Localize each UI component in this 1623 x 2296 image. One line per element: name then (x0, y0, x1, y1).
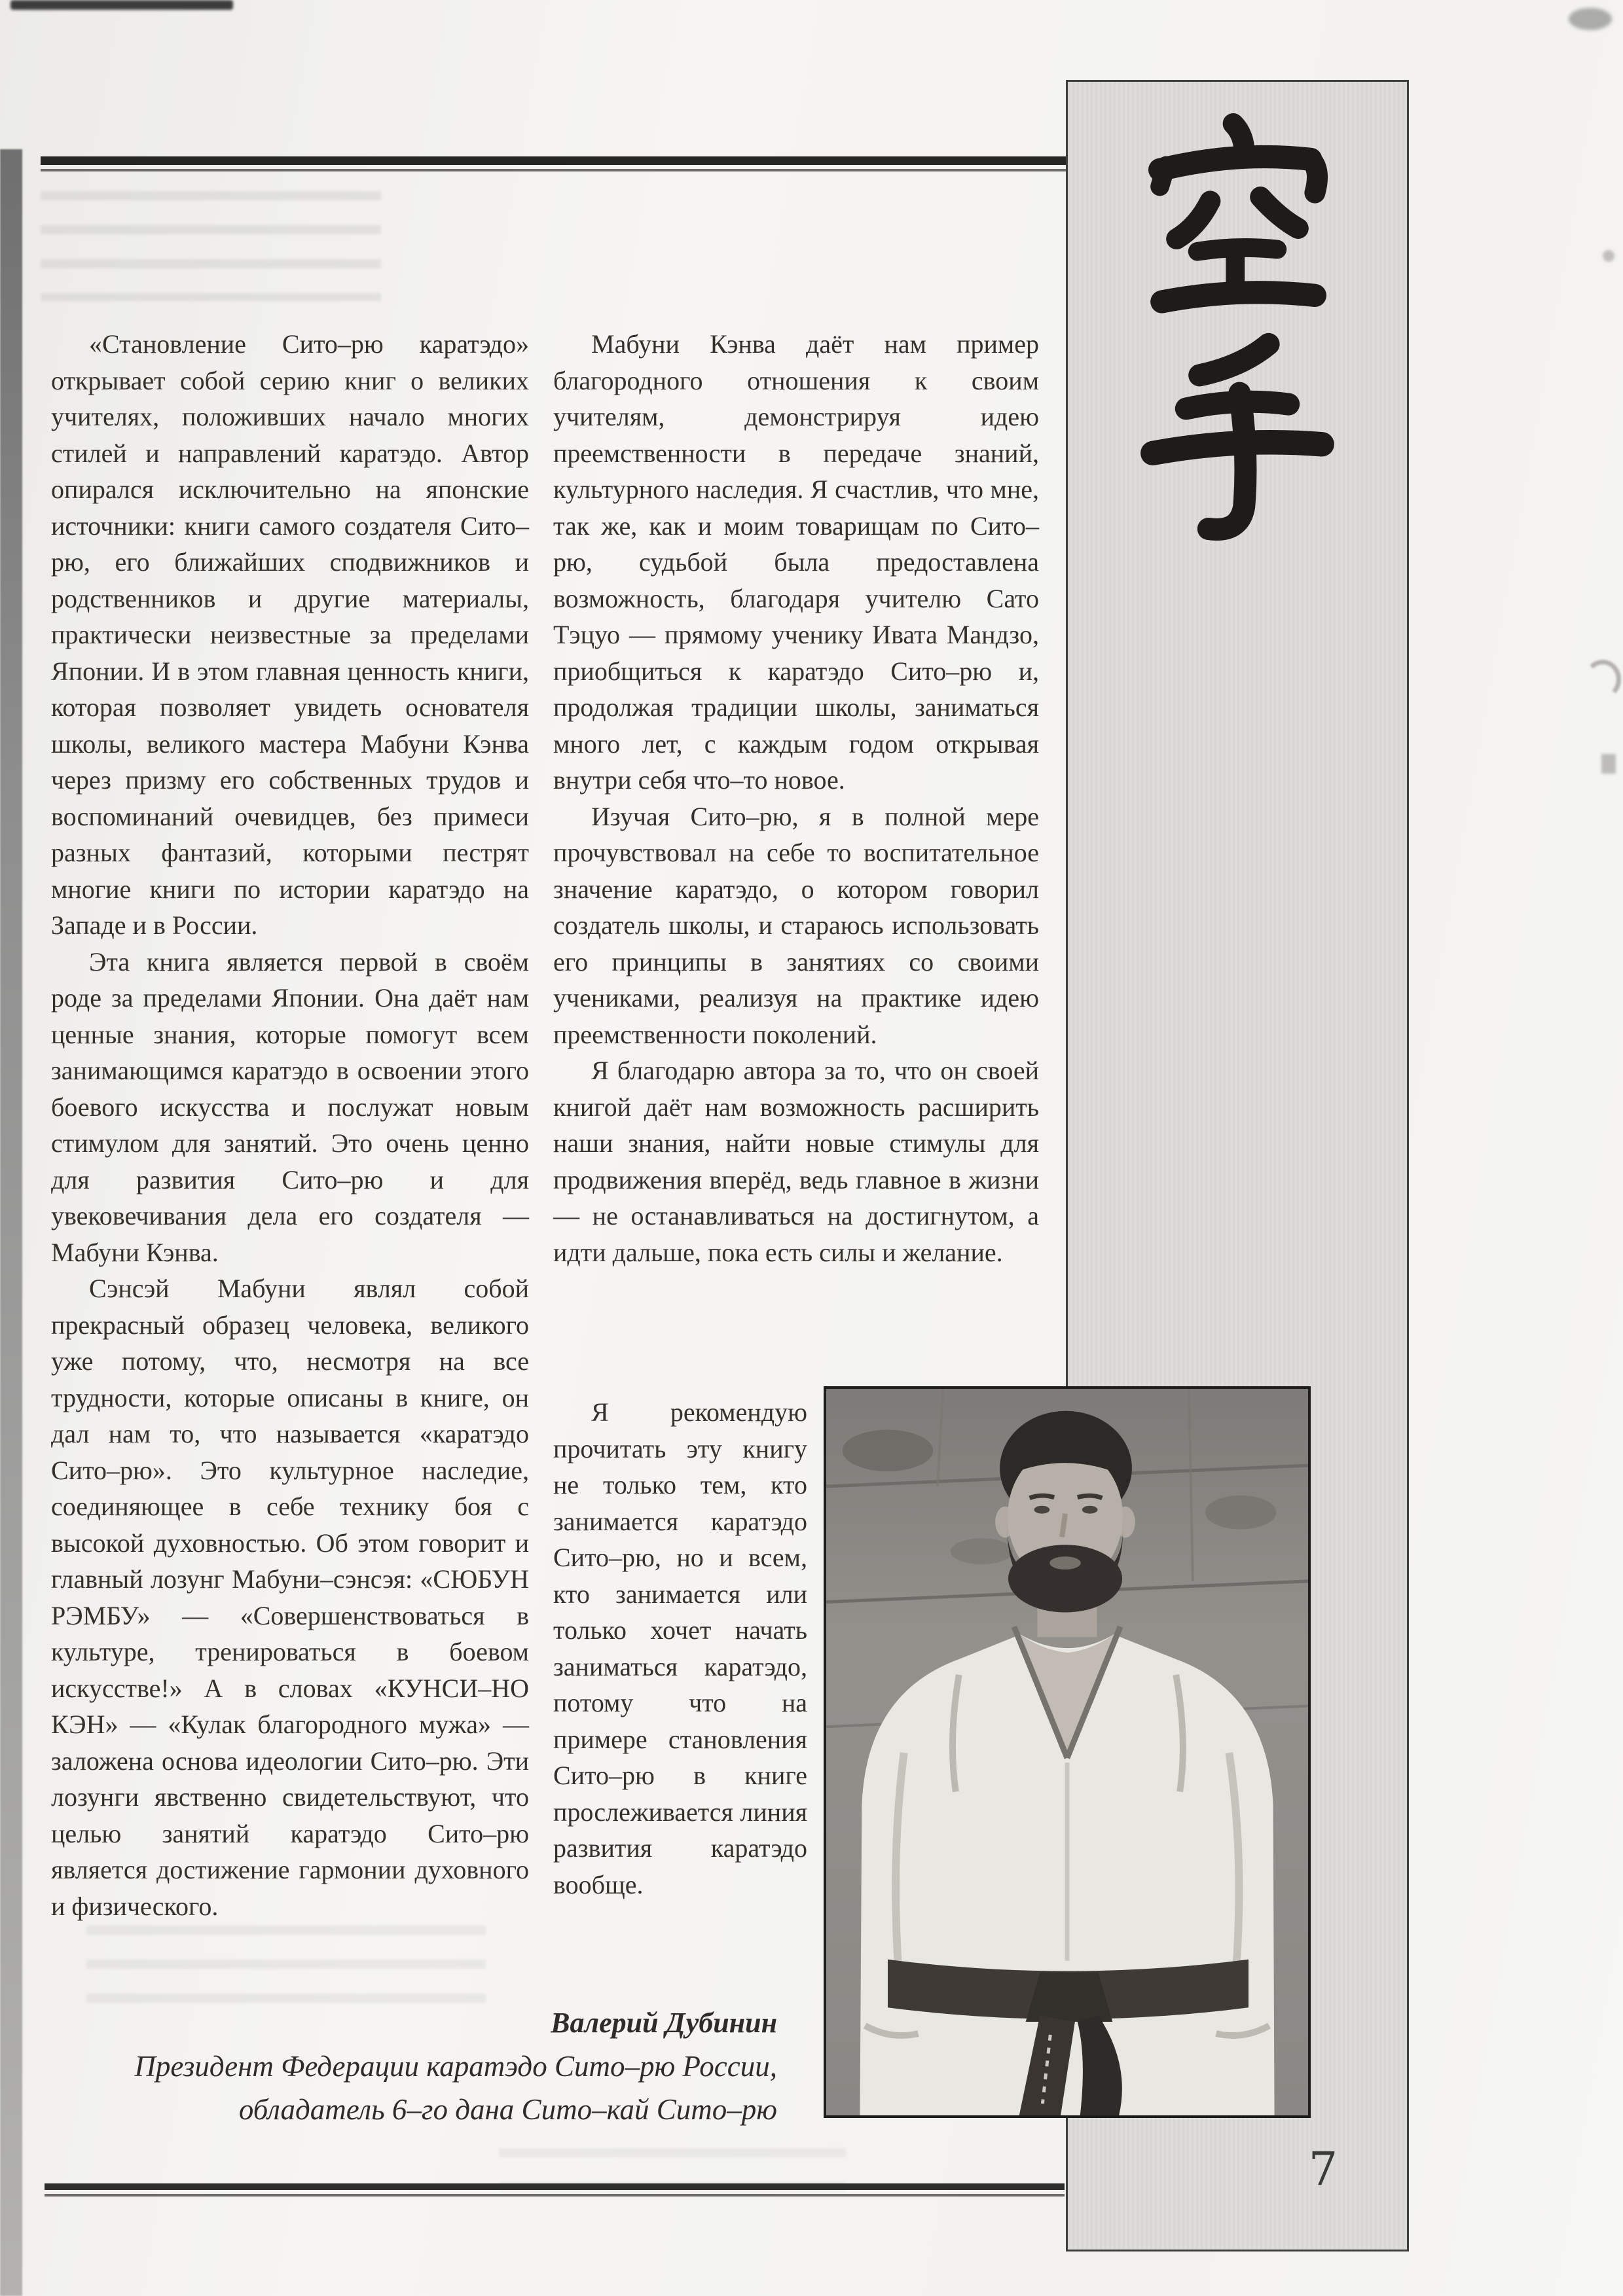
paragraph: Эта книга является первой в своём роде за пределами Японии. Она даёт нам ценные знания, которые помогут всем занимающимся каратэдо в освоении этого боевого искусства и послужат новым стимулом для занятий. Это очень ценно для развития Сито–рю и для увековечивания дела его создателя — Мабуни Кэнва. (51, 946, 529, 1267)
kanji-te-icon (1126, 319, 1349, 561)
right-column-narrow (553, 1394, 807, 1903)
paragraph: «Становление Сито–рю каратэдо» открывает собой серию книг о великих учителях, положивших начало многих стилей и направлений каратэдо. Автор опирался исключительно на японские источники: книги самого создателя Сито–рю, его ближайших сподвижников и родственников и другие материалы, практически неизвестные за пределами Японии. И в этом главная ценность книги, которая позволяет увидеть основателя школы, великого мастера Мабуни Кэнва через призму его собственных трудов и воспоминаний очевидцев, без примеси разных фантазий, которыми пестрят многие книги по истории каратэдо на Западе и в России. (51, 329, 529, 940)
left-column (51, 326, 529, 1924)
karateka-portrait-illustration (826, 1389, 1308, 2115)
bottom-double-rule (45, 2183, 1065, 2197)
page-number: 7 (1308, 2142, 1338, 2196)
signature-block (62, 2001, 777, 2131)
bleed-through-ghost (499, 2148, 846, 2216)
paragraph: Сэнсэй Мабуни являл собой прекрасный образец человека, великого уже потому, что, несмотря на все трудности, которые описаны в книге, он дал нам то, что называется «каратэдо Сито–рю». Это культурное наследие, соединяющее в себе технику боя с высокой духовностью. Об этом говорит и главный лозунг Мабуни–сэнсэя: «СЮБУН РЭМБУ» — «Совершенствоваться в культуре, тренироваться в боевом искусстве!» А в словах «КУНСИ–НО КЭН» — «Кулак благородного мужа» — заложена основа идеологии Сито–рю. Эти лозунги явственно свидетельствуют, что целью занятий каратэдо Сито–рю является достижение гармонии духовного и физического. (51, 1274, 529, 1921)
signature-name: Валерий Дубинин (551, 2007, 777, 2039)
scan-speck (1601, 754, 1616, 774)
bleed-through-ghost (41, 191, 381, 301)
karate-calligraphy (1068, 113, 1407, 561)
top-double-rule (41, 156, 1066, 171)
paragraph: Я благодарю автора за то, что он своей книгой даёт нам возможность расширить наши знания, найти новые стимулы для продвижения вперёд, ведь главное в жизни — не останавливаться на достигнутом, а идти дальше, пока есть силы и желание. (553, 1056, 1039, 1267)
scan-speck (1603, 250, 1614, 262)
signature-title-line1: Президент Федерации каратэдо Сито–рю России, (134, 2050, 777, 2083)
scan-speck (1584, 660, 1621, 699)
scan-edge-shadow (0, 149, 22, 2296)
author-photo (824, 1386, 1311, 2118)
scan-speck (1569, 8, 1612, 30)
right-column (553, 326, 1039, 1270)
paragraph: Я рекомендую прочитать эту книгу не только тем, кто занимается каратэдо Сито–рю, но и всем, кто занимается или только хочет начать заниматься каратэдо, потому что на примере становления Сито–рю в книге прослеживается линия развития каратэдо вообще. (553, 1397, 807, 1899)
signature-title-line2: обладатель 6–го дана Сито–кай Сито–рю (238, 2093, 777, 2126)
kanji-kara-icon (1129, 113, 1345, 323)
paragraph: Изучая Сито–рю, я в полной мере прочувствовал на себе то воспитательное значение каратэдо, о котором говорил создатель школы, и стараюсь использовать его принципы в занятиях со своими учениками, реализуя на практике идею преемственности поколений. (553, 801, 1039, 1049)
scan-top-smudge (10, 0, 233, 10)
paragraph: Мабуни Кэнва даёт нам пример благородного отношения к своим учителям, демонстрируя идею преемственности в передаче знаний, культурного наследия. Я счастлив, что мне, так же, как и моим товарищам по Сито–рю, судьбой была предоставлена возможность, благодаря учителю Сато Тэцуо — прямому ученику Ивата Мандзо, приобщиться к каратэдо Сито–рю и, продолжая традиции школы, заниматься много лет, с каждым годом открывая внутри себя что–то новое. (553, 329, 1039, 795)
